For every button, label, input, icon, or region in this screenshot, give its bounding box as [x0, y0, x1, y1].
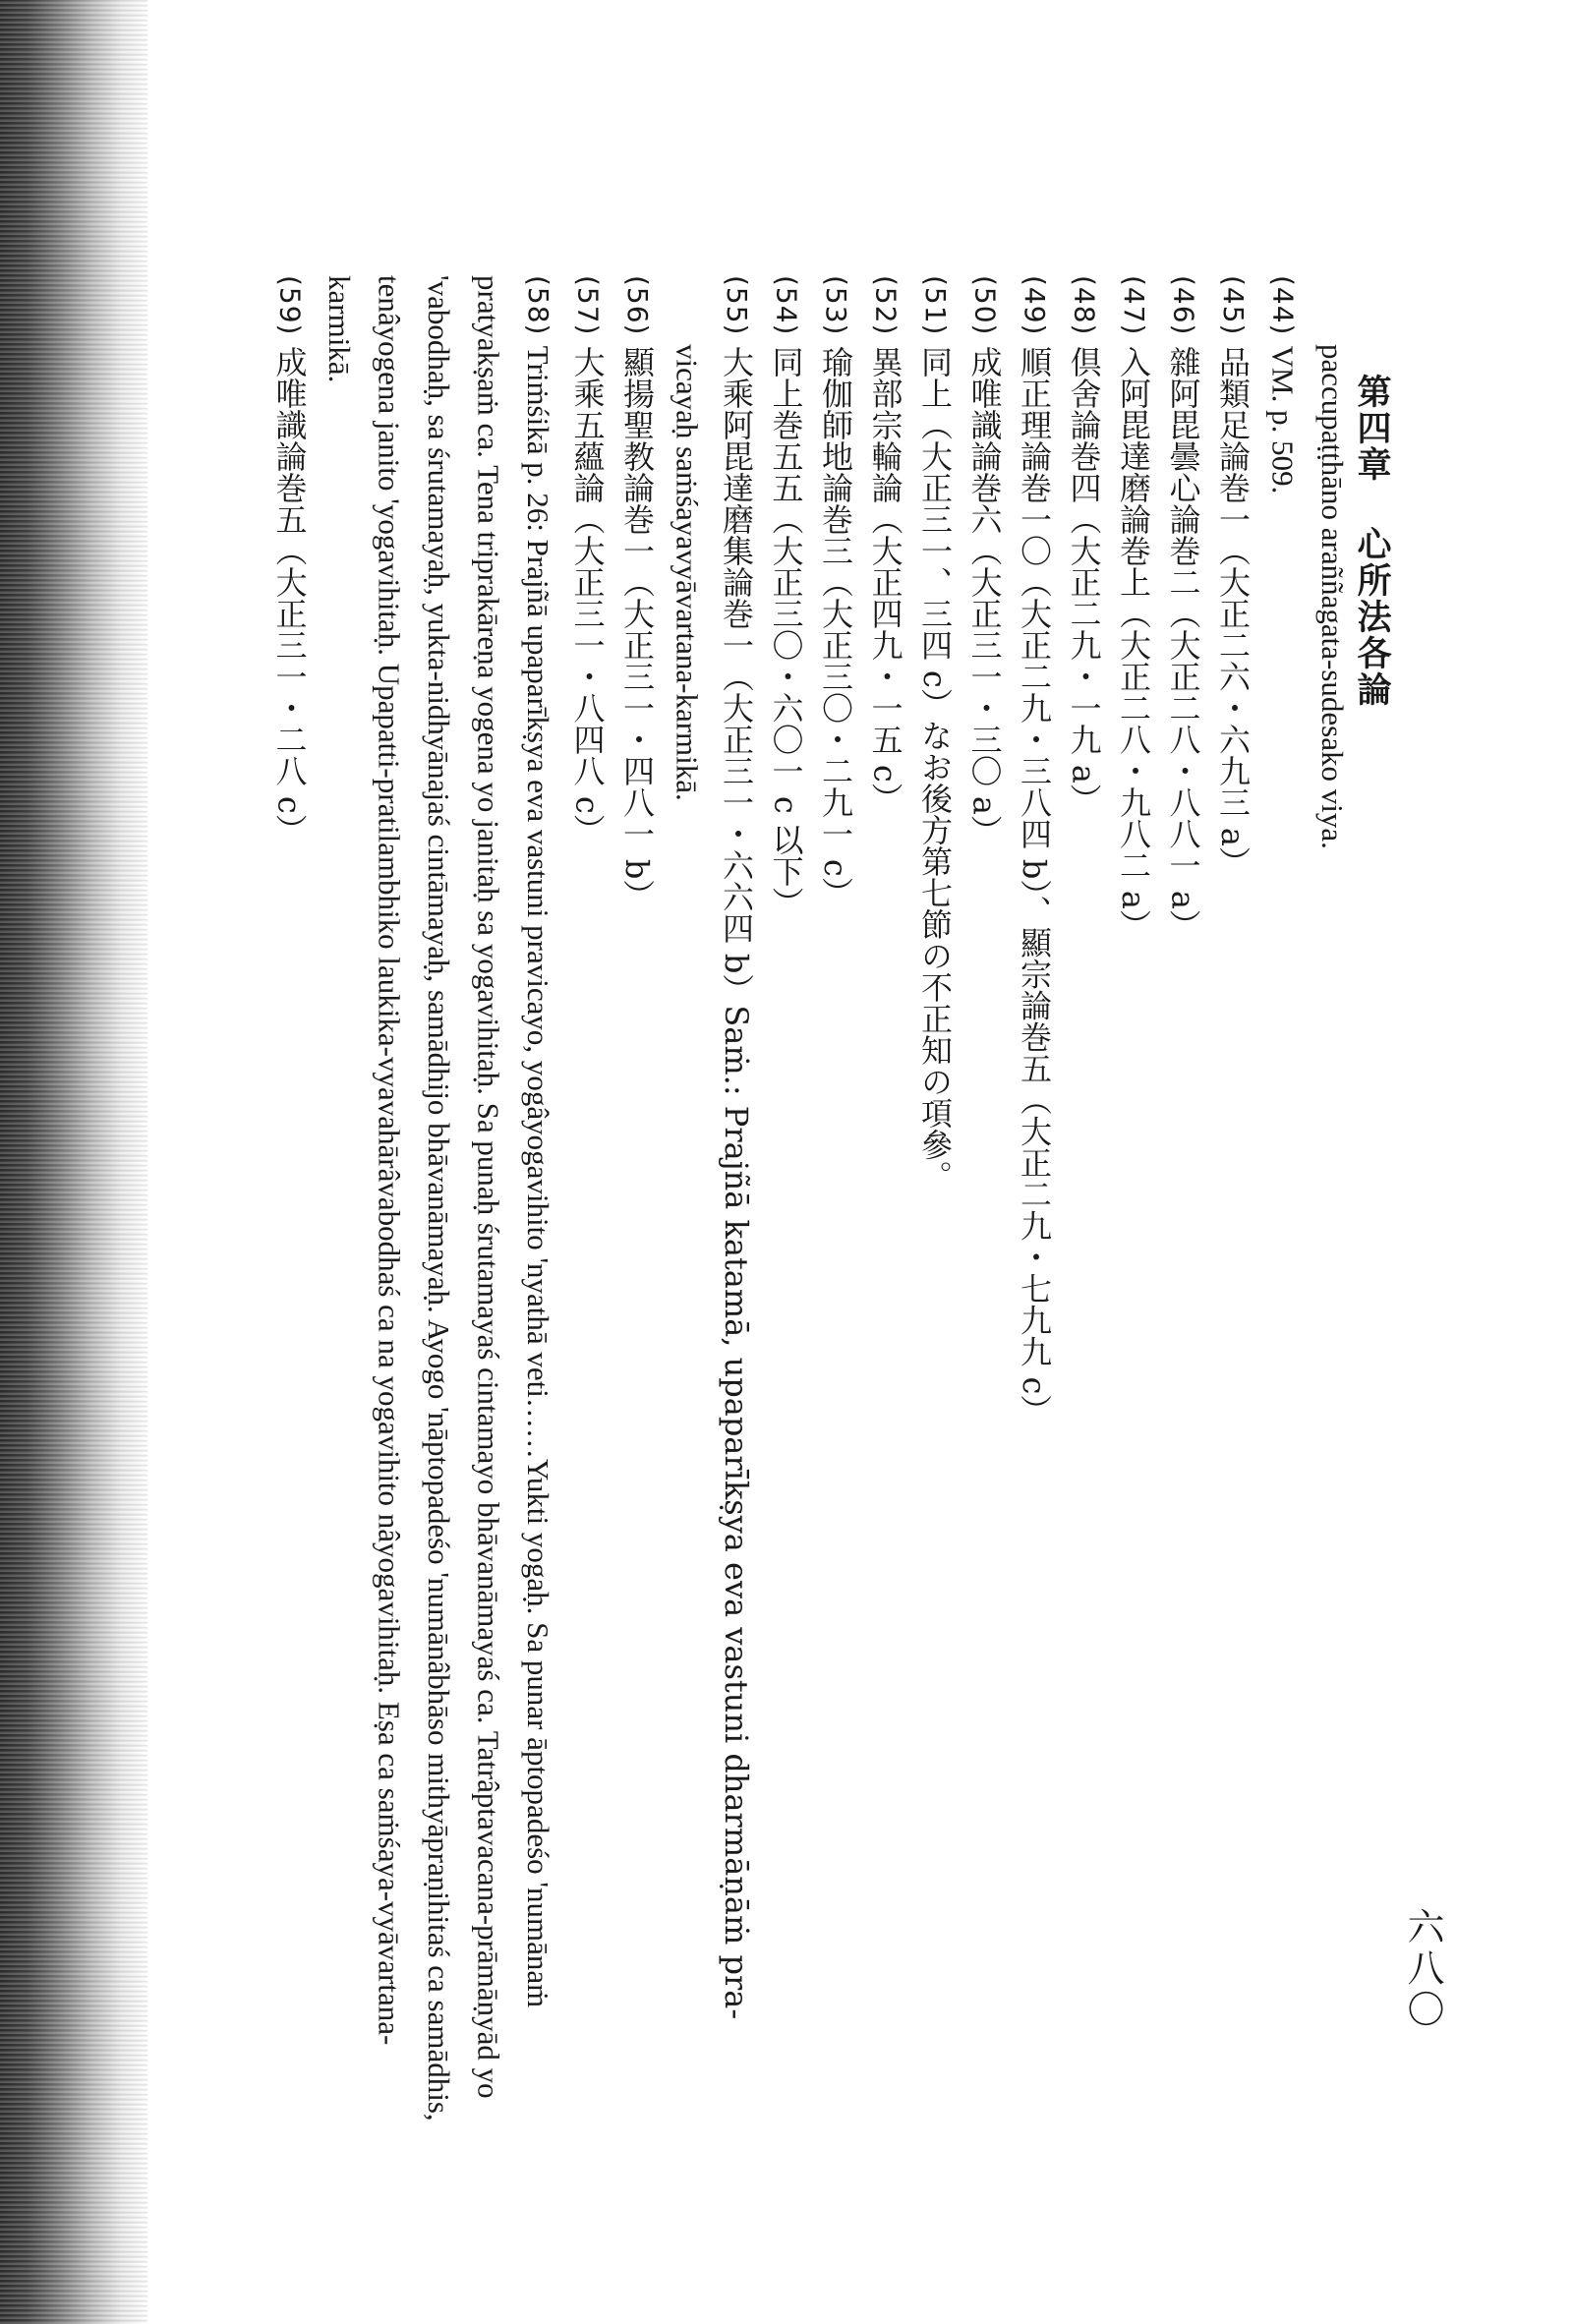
- scan-noise: [0, 0, 147, 2324]
- note-number: (45): [1217, 275, 1250, 336]
- note-text: 順正理論巻一〇（大正二九・三八四 b）、顯宗論巻五（大正二九・七九九 c）: [1016, 345, 1053, 1426]
- note-text: paccupaṭṭhāno araññagata-sudesako viya.: [1315, 344, 1350, 849]
- note-number: (54): [770, 275, 803, 336]
- note-53: [811, 275, 861, 2143]
- note-number: (58): [522, 275, 554, 336]
- note-55-continuation: [662, 275, 712, 2143]
- note-text: VM. p. 509.: [1265, 345, 1301, 494]
- note-text: 雜阿毘曇心論巻二（大正二八・八八一 a）: [1164, 345, 1202, 941]
- note-text: 大乘五蘊論（大正三一・八四八 c）: [568, 345, 607, 845]
- endnotes-block: [197, 275, 1357, 2143]
- note-58: [315, 275, 563, 2143]
- note-number: (56): [621, 275, 654, 336]
- note-text: 成唯識論巻五（大正三一・二八 c）: [270, 345, 309, 845]
- note-54: [761, 275, 811, 2143]
- note-50: [960, 275, 1010, 2143]
- note-46: [1158, 275, 1208, 2143]
- note-text: 大乘阿毘達磨集論巻一（大正三一・六六四 b）Saṁ.: Prajñā katamā, upaparīkṣya eva vastuni dharmāṇāṁ pra-: [718, 345, 755, 2020]
- note-57: [562, 275, 612, 2143]
- note-number: (51): [919, 275, 952, 336]
- note-49: [1010, 275, 1060, 2143]
- note-text: 入阿毘達磨論巻上（大正二八・九八二 a）: [1115, 345, 1152, 941]
- note-text: 顯揚聖教論巻一（大正三一・四八一 b）: [618, 345, 656, 911]
- note-56: [612, 275, 663, 2143]
- note-number: (48): [1068, 275, 1101, 336]
- note-number: (44): [1266, 275, 1300, 336]
- note-continuation-line: [1308, 275, 1358, 2143]
- note-text: 同上巻五五（大正三〇・六〇一 c 以下）: [767, 345, 805, 918]
- note-51: [910, 275, 961, 2143]
- note-text: 成唯識論巻六（大正三一・三〇 a）: [965, 345, 1004, 846]
- note-number: (52): [869, 275, 903, 336]
- note-52: [860, 275, 910, 2143]
- note-number: (49): [1019, 275, 1051, 336]
- note-number: (59): [273, 275, 307, 336]
- note-number: (55): [721, 275, 753, 336]
- note-45: [1208, 275, 1258, 2143]
- note-44: [1257, 275, 1308, 2143]
- note-59: [264, 275, 315, 2143]
- note-47: [1109, 275, 1159, 2143]
- note-text: vicayaḥ saṁśayavyāvartana-karmikā.: [670, 344, 705, 801]
- note-text: 倶舍論巻四（大正二九・一九 a）: [1065, 345, 1103, 815]
- note-48: [1059, 275, 1109, 2143]
- note-text: 品類足論巻一（大正二六・六九三 a）: [1214, 345, 1252, 878]
- section-title: 心所法各論: [1352, 526, 1392, 709]
- page-number: 六八〇: [1401, 1907, 1444, 2031]
- note-number: (46): [1167, 275, 1200, 336]
- note-number: (57): [571, 275, 605, 336]
- note-number: (47): [1118, 275, 1150, 336]
- note-55: [712, 275, 762, 2143]
- note-text: 同上（大正三一、三四 c）なお後方第七節の不正知の項參。: [916, 345, 954, 1191]
- note-number: (53): [820, 275, 852, 336]
- note-text: 瑜伽師地論巻三（大正三〇・二九一 c）: [817, 345, 854, 908]
- chapter-title: 第四章: [1352, 374, 1392, 483]
- note-text: 異部宗輪論（大正四九・一五 c）: [866, 345, 904, 814]
- note-number: (50): [968, 275, 1002, 336]
- note-text: Triṁśikā p. 26: Prajñā upaparīkṣya eva vastuni pravicayo, yogâyogavihito 'nyathā veti……Yukti yogaḥ. Sa punar āptopadeśo 'numānaṁ pratyakṣaṁ ca. Tena triprakāreṇa yogena yo janitaḥ sa yogavihitaḥ. Sa punaḥ śrutamayaś cintamayo bhāvanāmayaś ca. Tatrâptavacana-prāmāṇyād yo 'vabodhaḥ, sa śrutamayaḥ, yukta-nidhyānajaś cintāmayaḥ, samādhijo bhāvanāmayaḥ. Ayogo 'nāptopadeśo 'numānâbhāso mithyāpraṇihitaś ca samādhis, tenâyogena janito 'yogavihitaḥ. Upapatti-pratilambhiko laukika-vyavahārâvabodhaś ca na yogavihito nâyogavihitaḥ. Eṣa ca saṁśaya-vyāvartana-karmikā.: [322, 275, 555, 2121]
